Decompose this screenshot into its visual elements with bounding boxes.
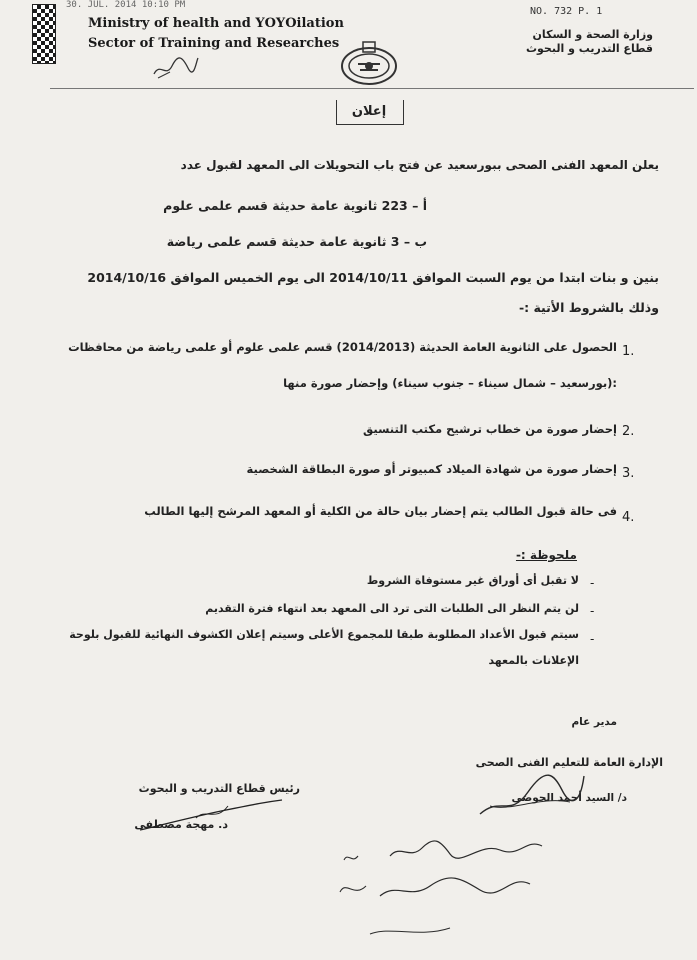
note-2: لن يتم النظر الى الطلبات التى ترد الى المعهد بعد انتهاء فترة التقديم xyxy=(205,602,579,615)
fax-ref: NO. 732 P. 1 xyxy=(530,6,603,17)
signature-right-scribble xyxy=(470,756,590,826)
notes-title: ملحوظة :- xyxy=(515,548,577,562)
header-en-line2: Sector of Training and Researches xyxy=(88,36,340,51)
condition-3-number: 3. xyxy=(622,466,635,481)
fax-header: 30. JUL. 2014 10:10 PM xyxy=(66,0,186,10)
condition-4-text: فى حالة قبول الطالب يتم إحضار بيان حالة من الكلية أو المعهد المرشح إليها الطالب xyxy=(144,504,617,518)
header-ar-line1: وزارة الصحة و السكان xyxy=(532,28,653,41)
announcement-title: إعلان xyxy=(351,104,387,119)
signature-right-role: مدير عام xyxy=(571,716,617,728)
header-ar-line2: قطاع التدريب و البحوث xyxy=(525,42,653,55)
dates-line: بنين و بنات ابتدا من يوم السبت الموافق 2014/10/11 الى يوم الخميس الموافق 2014/10/16 xyxy=(87,270,659,285)
intro-text: يعلن المعهد الفنى الصحى ببورسعيد عن فتح باب التحويلات الى المعهد لقبول عدد xyxy=(180,158,659,172)
signature-left-scribble xyxy=(136,796,286,836)
condition-2-number: 2. xyxy=(622,424,635,439)
signature-left-name: د. مهجة مصطفى xyxy=(134,818,228,831)
ministry-logo-icon xyxy=(338,36,400,88)
note-3: سيتم قبول الأعداد المطلوبة طبقا للمجموع الأعلى وسيتم إعلان الكشوف النهائية للقبول بلوحة xyxy=(69,628,579,641)
note-bullet-3: - xyxy=(590,632,595,646)
header-divider xyxy=(50,88,694,89)
conditions-intro: وذلك بالشروط الأتية :- xyxy=(518,300,659,315)
condition-1-number: 1. xyxy=(622,344,635,359)
item-b: ب – 3 ثانوية عامة حديثة قسم علمى رياضة xyxy=(166,234,427,249)
note-bullet-2: - xyxy=(590,604,595,618)
signature-right-name: د/ السيد أحمد الحوضى xyxy=(511,792,627,804)
note-3-cont: الإعلانات بالمعهد xyxy=(488,654,579,667)
condition-4-number: 4. xyxy=(622,510,635,525)
note-1: لا تقبل أى أوراق غير مستوفاة الشروط xyxy=(366,574,579,587)
condition-2-text: إحضار صورة من خطاب ترشيح مكتب التنسيق xyxy=(363,422,617,436)
header-en-line1: Ministry of health and YOYOilation xyxy=(88,16,344,31)
condition-3-text: إحضار صورة من شهادة الميلاد كمبيوتر أو صورة البطاقة الشخصية xyxy=(246,462,617,476)
item-a: أ – 223 ثانوية عامة حديثة قسم علمى علوم xyxy=(163,198,427,213)
condition-1-line1: الحصول على الثانوية العامة الحديثة (2014/2013) قسم علمى علوم أو علمى رياضة من محافظات xyxy=(68,340,617,354)
checker-pattern-mark xyxy=(32,4,56,64)
signature-left-role: رئيس قطاع التدريب و البحوث xyxy=(138,782,300,795)
signature-right-dept: الإدارة العامة للتعليم الفنى الصحى xyxy=(475,756,663,769)
handwritten-mark xyxy=(150,52,200,82)
note-bullet-1: - xyxy=(590,576,595,590)
handwritten-annotation xyxy=(330,830,550,950)
condition-1-line2: :(بورسعيد – شمال سيناء – جنوب سيناء) وإحضار صورة منها xyxy=(283,376,617,390)
